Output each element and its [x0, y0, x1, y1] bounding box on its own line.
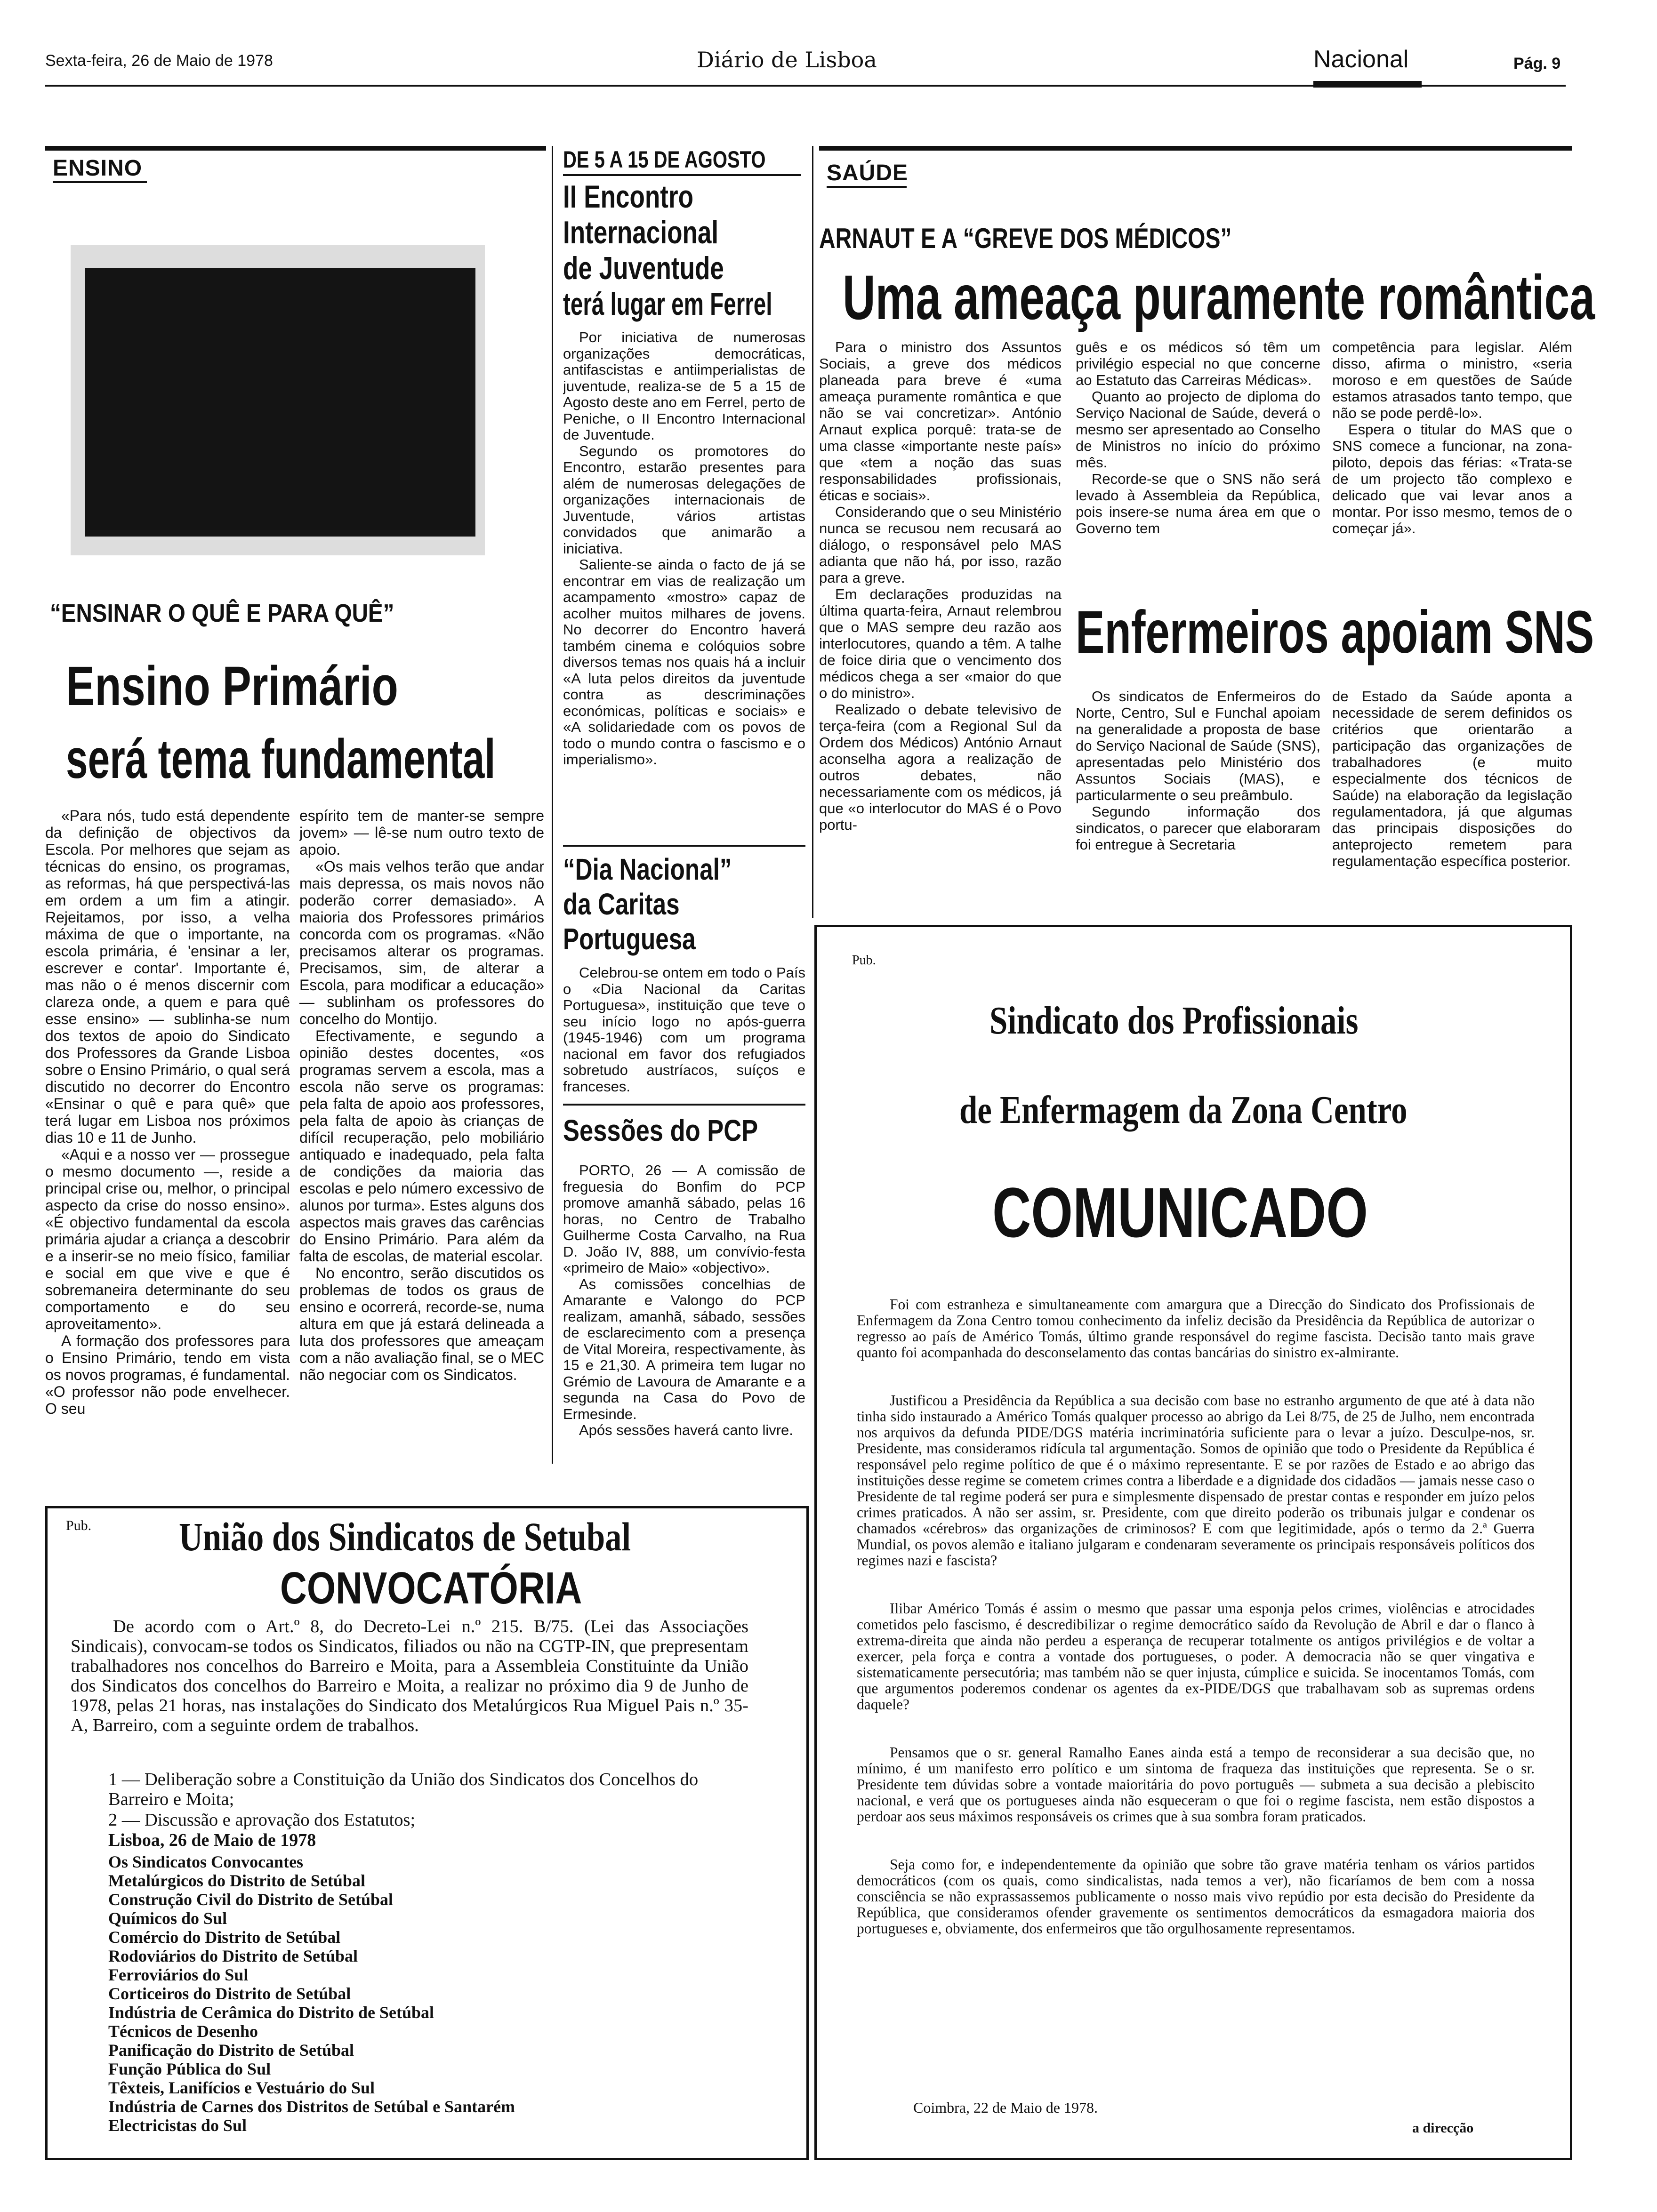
section-name: Nacional — [1313, 46, 1409, 73]
signatory: Electricistas do Sul — [108, 2116, 247, 2135]
ferrel-title-line-4: terá lugar em Ferrel — [563, 286, 772, 322]
caritas-rule — [563, 845, 805, 847]
signatory: Os Sindicatos Convocantes — [108, 1852, 304, 1871]
comunicado-heading: COMUNICADO — [992, 1173, 1368, 1252]
comunicado-body — [857, 1297, 1535, 2031]
pcp-p3: Após sessões haverá canto livre. — [579, 1422, 793, 1438]
signatory: Metalúrgicos do Distrito de Setúbal — [108, 1871, 365, 1890]
saude-col1-p4: Realizado o debate televisivo de terça-feira (com a Regional Sul da Ordem dos Médicos) António Arnaut aconselha agora a realização de outros debates, não necessariamente com os médicos, já que «o interlocutor do MAS é o Povo portu- — [819, 701, 1062, 833]
saude-title: Uma ameaça puramente romântica — [843, 263, 1595, 333]
setubal-signatories — [108, 1852, 767, 2135]
signatory: Panificação do Distrito de Setúbal — [108, 2041, 354, 2060]
ensino-top-rule — [45, 146, 546, 151]
signatory: Têxteis, Lanifícios e Vestuário do Sul — [108, 2078, 375, 2097]
ensino-tag-underline — [53, 181, 147, 183]
signatory: Indústria de Cerâmica do Distrito de Setúbal — [108, 2003, 434, 2022]
issue-date: Sexta-feira, 26 de Maio de 1978 — [45, 52, 273, 70]
pcp-rule — [563, 1104, 805, 1106]
saude-col1-p1: Para o ministro dos Assuntos Sociais, a greve dos médicos planeada para breve é «uma ameaça puramente romântica e que não se vai concretizar». António Arnaut explica porquê: trata-se de uma classe «importante neste país» que «tem a noção das suas responsabilidades profissionais, éticas e sociais». — [819, 339, 1062, 504]
page-number: Pág. 9 — [1513, 55, 1561, 72]
ensino-kicker: “ENSINAR O QUÊ E PARA QUÊ” — [50, 599, 394, 627]
ensino-photo — [71, 245, 485, 555]
ferrel-body — [563, 329, 805, 852]
ferrel-p1: Por iniciativa de numerosas organizações democráticas, antifascistas e antiimperialistas de juventude, realiza-se de 5 a 15 de Agosto deste ano em Ferrel, perto de Peniche, o II Encontro Internacional de Juventude. — [563, 329, 805, 443]
saude-top-rule — [819, 146, 1572, 151]
blackboard-image — [85, 268, 475, 537]
saude-col3-p1: competência para legislar. Além disso, afirma o ministro, «seria moroso e em questões de Saúde estamos atrasados tanto tempo, que não se pode perdê-lo». — [1332, 339, 1572, 421]
caritas-p1: Celebrou-se ontem em todo o País o «Dia Nacional da Caritas Portuguesa», instituição que teve o seu início logo no após-guerra (1945-1946) com um programa nacional em favor dos refugiados sobretudo austríacos, suíços e franceses. — [563, 965, 805, 1095]
caritas-body — [563, 965, 805, 1097]
comunicado-p2: Justificou a Presidência da República a sua decisão com base no estranho argumento de que até à data não tinha sido instaurado a Américo Tomás qualquer processo ao abrigo da Lei 8/75, de 25 de Julho, nem encontrada nos arquivos da defunda PIDE/DGS matéria incriminatória suficiente para o levar a juízo. Desculpe-nos, sr. Presidente, mas consideramos ridícula tal argumentação. Somos de opinião que todo o Presidente da República é responsável pelo regime político de que é o máximo representante. E se por razões de Estado e ao abrigo das instituições desse regime se cometem crimes contra a liberdade e a dignidade dos cidadãos — jamais nesse caso o Presidente de tal regime poderá ser pura e simplesmente dispensado de prestar contas e responder em juízo pelos crimes praticados. A não ser assim, sr. Presidente, com que direito poderão os tribunais julgar e condenar os chamados «cérebros» das organizações de criminosos? E com que legitimidade, após o termo da 2.ª Guerra Mundial, os povos alemão e italiano julgaram e condenaram severamente os principais responsáveis políticos dos regimes nazi e fascista? — [857, 1392, 1535, 1569]
saude-col2-p3: Recorde-se que o SNS não será levado à Assembleia da República, pois insere-se numa área em que o Governo tem — [1076, 471, 1320, 537]
comunicado-date: Coimbra, 22 de Maio de 1978. — [913, 2099, 1098, 2116]
ensino-col2-p1: espírito tem de manter-se sempre jovem» — lê-se num outro texto de apoio. — [299, 807, 544, 858]
ferrel-title-line-3: de Juventude — [563, 250, 724, 286]
ensino-col2-p2: «Os mais velhos terão que andar mais depressa, os mais novos não poderão correr demasiado». A maioria dos Professores primários concorda com os programas. «Não precisamos alterar os programas. Precisamos, sim, de alterar a Escola, para modificar a educação» — sublinham os professores do concelho do Montijo. — [299, 858, 544, 1027]
saude-kicker: ARNAUT E A “GREVE DOS MÉDICOS” — [819, 223, 1232, 254]
signatory: Corticeiros do Distrito de Setúbal — [108, 1984, 351, 2003]
setubal-item-2: 2 — Discussão e aprovação dos Estatutos; — [108, 1810, 416, 1830]
setubal-title: União dos Sindicatos de Setubal — [179, 1514, 631, 1559]
ensino-title-1: Ensino Primário — [66, 655, 398, 717]
comunicado-p5: Seja como for, e independentemente da opinião que sobre tão grave matéria tenham os vários partidos democráticos (com os quais, como sindicalistas, nada temos a ver), não ficaríamos de bem com a nossa consciência se não exprassassemos publicamente o nosso mais vivo repúdio por esta decisão do Presidente da República, que consideramos ofender gravemente os sentimentos democráticos da esmagadora maioria dos portugueses e, obviamente, dos enfermeiros que tão orgulhosamente representamos. — [857, 1856, 1535, 1937]
comunicado-title-2: de Enfermagem da Zona Centro — [959, 1088, 1408, 1132]
signatory: Ferroviários do Sul — [108, 1965, 249, 1984]
pcp-p2: As comissões concelhias de Amarante e Valongo do PCP realizam, amanhã, sábado, sessões de esclarecimento com a presença de Vital Moreira, respectivamente, às 15 e 21,30. A primeira tem lugar no Grémio de Lavoura de Amarante e a segunda na Casa do Povo de Ermesinde. — [563, 1275, 805, 1422]
ferrel-p2: Segundo os promotores do Encontro, estarão presentes para além de numerosas delegações de organizações internacionais de Juventude, vários artistas convidados que animarão a iniciativa. — [563, 442, 805, 557]
ensino-col2-p4: No encontro, serão discutidos os problemas de todos os graus de ensino e ocorrerá, recorde-se, numa altura em que já estará delineada a luta dos professores que ameaçam com a não avaliação final, se o MEC não negociar com os Sindicatos. — [299, 1265, 544, 1383]
enfermeiros-column-2 — [1332, 688, 1572, 923]
section-tag-ensino: ENSINO — [53, 156, 143, 181]
pcp-title: Sessões do PCP — [563, 1114, 758, 1147]
setubal-date: Lisboa, 26 de Maio de 1978 — [108, 1830, 316, 1850]
right-column-rule — [812, 146, 813, 918]
comunicado-p3: Ilibar Américo Tomás é assim o mesmo que passar uma esponja pelos crimes, violências e atrocidades cometidos pelo fascismo, é descredibilizar o regime democrático saído da Revolução de Abril e dar o flanco à extrema-direita que ainda não perdeu a esperança de recuperar totalmente os antigos privilégios e de voltar a exercer, pela força e contra a vontade dos portugueses, o poder. A democracia não se quer vingativa e sistematicamente persecutória; mas também não se quer injusta, cúmplice e suicida. Se inocentamos Tomás, com que argumentos poderemos condenar os agentes da ex-PIDE/DGS que trabalhavam sob as supremas ordens daquele? — [857, 1600, 1535, 1713]
ensino-col2-p3: Efectivamente, e segundo a opinião destes docentes, «os programas servem a escola, mas a escola não serve os programas: pela falta de apoio aos professores, pela falta de apoio às crianças de difícil recuperação, pelo mobiliário antiquado e inadequado, pela falta de condições da maioria das escolas e pelo número excessivo de alunos por turma». Estes alguns dos aspectos mais graves das carências do Ensino Primário. Para além da falta de escolas, de material escolar. — [299, 1027, 544, 1265]
ferrel-kicker-rule — [563, 174, 801, 176]
saude-tag-underline — [827, 186, 907, 188]
saude-column-1 — [819, 339, 1062, 894]
enfermeiros-col2-p1: de Estado da Saúde aponta a necessidade de serem definidos os critérios que orientarão a participação das organizações de trabalhadores (e muito especialmente dos técnicos de Saúde) na elaboração da legislação regulamentadora, já que algumas das principais disposições do anteprojecto remetem para regulamentação específica posterior. — [1332, 688, 1572, 869]
signatory: Indústria de Carnes dos Distritos de Setúbal e Santarém — [108, 2097, 515, 2116]
middle-column-rule — [552, 146, 553, 1464]
saude-col2-p2: Quanto ao projecto de diploma do Serviço Nacional de Saúde, deverá o mesmo ser apresentado ao Conselho de Ministros no início do próximo mês. — [1076, 388, 1320, 471]
enfermeiros-col1-p2: Segundo informação dos sindicatos, o parecer que elaboraram foi entregue à Secretaria — [1076, 803, 1320, 853]
section-tag-saude: SAÚDE — [827, 160, 909, 185]
signatory: Função Pública do Sul — [108, 2060, 271, 2078]
saude-col2-p1: guês e os médicos só têm um privilégio especial no que concerne ao Estatuto das Carreiras Médicas». — [1076, 339, 1320, 388]
saude-column-3 — [1332, 339, 1572, 584]
enfermeiros-title: Enfermeiros apoiam SNS — [1076, 599, 1594, 666]
caritas-title-line-3: Portuguesa — [563, 922, 696, 956]
ferrel-kicker: DE 5 A 15 DE AGOSTO — [563, 146, 766, 173]
setubal-subtitle: CONVOCATÓRIA — [280, 1563, 582, 1613]
setubal-pub-label: Pub. — [66, 1518, 92, 1533]
ferrel-p3: Saliente-se ainda o facto de já se encontrar em vias de realização um acampamento «mostro» capaz de acolher muitos milhares de jovens. No decorrer do Encontro haverá também cinema e colóquios sobre diversos temas nos quais há a incluir «A luta pelos direitos da juventude contra as descriminações económicas, políticas e sociais» e «A solidariedade com os povos de todo o mundo contra o fascismo e o imperialismo». — [563, 556, 805, 768]
ferrel-title-line-1: II Encontro — [563, 179, 693, 215]
caritas-title-line-2: da Caritas — [563, 887, 680, 921]
ensino-col1-p3: A formação dos professores para o Ensino Primário, tendo em vista os novos programas, é fundamental. «O professor não pode envelhecer. O seu — [45, 1332, 290, 1417]
signatory: Construção Civil do Distrito de Setúbal — [108, 1890, 394, 1909]
comunicado-p1: Foi com estranheza e simultaneamente com amargura que a Direcção do Sindicato dos Profissionais de Enfermagem da Zona Centro tomou conhecimento da infeliz decisão da Presidência da República de autorizar o regresso ao país de Américo Tomás, último grande responsável do regime fascista. Decisão tanto mais grave quanto foi acompanhada do desconselamento das contas bancárias do sinistro ex-almirante. — [857, 1297, 1535, 1361]
saude-col1-p3: Em declarações produzidas na última quarta-feira, Arnaut relembrou que o MAS sempre deu razão aos interlocutores, quando a têm. A talhe de foice diria que o vencimento dos médicos chega a ser «maior do que o do ministro». — [819, 586, 1062, 701]
signatory: Químicos do Sul — [108, 1909, 227, 1928]
saude-column-2 — [1076, 339, 1320, 584]
masthead: Diário de Lisboa — [697, 47, 877, 72]
saude-col1-p2: Considerando que o seu Ministério nunca se recusou nem recusará ao diálogo, o responsável pelo MAS adianta que não há, por isso, razão para a greve. — [819, 504, 1062, 586]
enfermeiros-column-1 — [1076, 688, 1320, 923]
comunicado-title-1: Sindicato dos Profissionais — [989, 999, 1359, 1042]
caritas-title — [563, 852, 805, 956]
header-rule-thick — [1313, 81, 1422, 88]
comunicado-signature: a direcção — [1412, 2120, 1474, 2136]
signatory: Técnicos de Desenho — [108, 2022, 258, 2041]
signatory: Comércio do Distrito de Setúbal — [108, 1928, 341, 1947]
ensino-title-2: será tema fundamental — [66, 728, 496, 790]
ferrel-title-line-2: Internacional — [563, 215, 719, 250]
saude-col3-p2: Espera o titular do MAS que o SNS comece a funcionar, na zona-piloto, depois das férias: «Trata-se de um projecto tão complexo e delicado que vai levar anos a montar. Por isso mesmo, temos de o começar já». — [1332, 421, 1572, 537]
setubal-intro: De acordo com o Art.º 8, do Decreto-Lei n.º 215. B/75. (Lei das Associações Sindicais), convocam-se todos os Sindicatos, filiados ou não na CGTP-IN, que prepresentam trabalhadores nos concelhos do Barreiro e Moita, para a Assembleia Constituinte da União dos Sindicatos dos concelhos do Barreiro e Moita, a realizar no próximo dia 9 de Junho de 1978, pelas 21 horas, nas instalações do Sindicato dos Metalúrgicos Rua Miguel Pais n.º 35-A, Barreiro, com a seguinte ordem de trabalhos. — [71, 1617, 748, 1735]
enfermeiros-col1-p1: Os sindicatos de Enfermeiros do Norte, Centro, Sul e Funchal apoiam na generalidade a proposta de base do Serviço Nacional de Saúde (SNS), apresentadas pelo Ministério dos Assuntos Sociais (MAS), e particularmente o seu preâmbulo. — [1076, 688, 1320, 803]
setubal-item-1: 1 — Deliberação sobre a Constituição da União dos Sindicatos dos Concelhos do Barreiro e Moita; — [108, 1770, 699, 1809]
ferrel-title — [563, 179, 808, 322]
caritas-title-line-1: “Dia Nacional” — [563, 852, 732, 886]
comunicado-pub-label: Pub. — [852, 953, 876, 968]
comunicado-p4: Pensamos que o sr. general Ramalho Eanes ainda está a tempo de reconsiderar a sua decisão que, no mínimo, é um manifesto erro político e um sintoma de fraqueza das instituições que representa. Se o sr. Presidente tem dúvidas sobre a vontade maioritária do povo português — submeta a sua decisão a plebiscito nacional, e verá que os portugueses ainda não esqueceram o que foi o regime fascista, nem estão dispostos a perdoar aos seus máximos responsáveis os crimes que à sua sombra foram praticados. — [857, 1744, 1535, 1825]
pcp-p1: PORTO, 26 — A comissão de freguesia do Bonfim do PCP promove amanhã sábado, pelas 16 horas, no Centro de Trabalho Guilherme Costa Carvalho, na Rua D. João IV, 888, um convívio-festa «primeiro de Maio» «objectivo». — [563, 1162, 805, 1276]
signatory: Rodoviários do Distrito de Setúbal — [108, 1947, 358, 1965]
ensino-col1-p2: «Aqui e a nosso ver — prossegue o mesmo documento —, reside a principal crise ou, melhor, o principal aspecto da crise do nosso ensino». «É objectivo fundamental da escola primária ajudar a criança a descobrir e a inserir-se no meio físico, familiar e social em que vive e que é sobremaneira determinante do seu comportamento e do seu aproveitamento». — [45, 1146, 290, 1332]
ensino-col1-p1: «Para nós, tudo está dependente da definição de objectivos da Escola. Por melhores que sejam as técnicas do ensino, os programas, as reformas, há que perspectivá-las em ordem a um fim a atingir. Rejeitamos, por isso, a velha máxima de que o importante, na escola primária, é 'ensinar a ler, escrever e contar'. Importante é, mas não o é menos discernir com clareza onde, a quem e para quê esse ensino» — sublinha-se num dos textos de apoio do Sindicato dos Professores da Grande Lisboa sobre o Ensino Primário, o qual será discutido no decorrer do Encontro «Ensinar o quê e para quê» que terá lugar em Lisboa nos próximos dias 10 e 11 de Junho. — [45, 807, 290, 1146]
